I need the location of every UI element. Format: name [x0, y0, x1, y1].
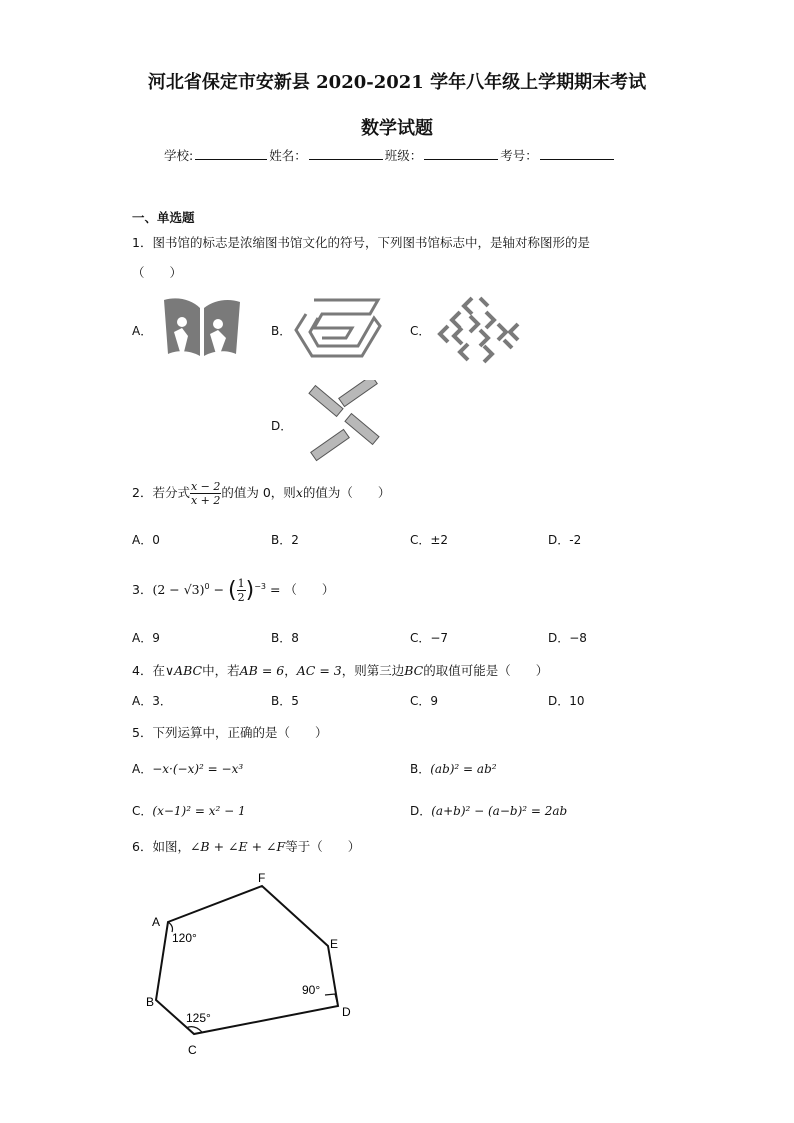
q2-option-c[interactable]: C．±2	[410, 533, 449, 547]
q4-text-c: ，则第三边	[341, 663, 405, 678]
number-blank[interactable]	[540, 147, 614, 160]
q1-option-c-logo	[434, 290, 528, 370]
vertex-e: E	[330, 937, 339, 951]
q1-option-d-label[interactable]: D．	[271, 419, 293, 433]
page-title: 河北省保定市安新县 2020-2021 学年八年级上学期期末考试	[147, 72, 647, 93]
q2-denominator: x + 2	[190, 494, 221, 507]
school-label: 学校:	[164, 148, 194, 163]
q1-option-d-logo	[298, 380, 388, 466]
question-1-text: 1．图书馆的标志是浓缩图书馆文化的符号，下列图书馆标志中，是轴对称图形的是	[132, 235, 590, 250]
q2-variable: x	[295, 485, 303, 500]
vertex-c: C	[188, 1043, 197, 1057]
page-subtitle: 数学试题	[361, 118, 433, 139]
q3-minus: −	[209, 582, 229, 597]
q5-c-label: C．	[132, 804, 153, 818]
q3-option-a[interactable]: A．9	[132, 631, 160, 645]
q5-d-expr: (a+b)² − (a−b)² = 2ab	[431, 804, 568, 818]
angle-a-label: 120°	[172, 931, 197, 945]
q1-option-b-logo	[292, 296, 384, 362]
q2-prefix: 2．若分式	[132, 485, 190, 500]
q3-option-d[interactable]: D．−8	[548, 631, 587, 645]
question-6-text	[132, 837, 360, 855]
q3-exp-b: −3	[254, 581, 266, 591]
q4-ab: AB = 6	[239, 663, 285, 678]
question-3-text	[132, 577, 334, 604]
q5-a-label: A．	[132, 762, 153, 776]
question-5-text: 5．下列运算中，正确的是（ ）	[132, 725, 328, 740]
q3-frac-den: 2	[237, 591, 245, 604]
q6-text-a: 6．如图，	[132, 839, 190, 854]
q4-option-c[interactable]: C．9	[410, 694, 439, 708]
vertex-a: A	[152, 915, 161, 929]
q5-a-expr: −x·(−x)² = −x³	[152, 762, 244, 776]
vertex-f: F	[258, 871, 266, 885]
q5-option-d[interactable]	[410, 802, 567, 819]
q2-numerator: x − 2	[190, 480, 221, 493]
angle-d-label: 90°	[302, 983, 321, 997]
name-blank[interactable]	[309, 147, 383, 160]
q4-ac: AC = 3	[296, 663, 342, 678]
question-2-text	[132, 480, 390, 507]
class-blank[interactable]	[424, 147, 498, 160]
q3-suffix: = （ ）	[266, 582, 335, 597]
q2-option-a[interactable]: A．0	[132, 533, 160, 547]
number-label: 考号：	[500, 148, 538, 163]
q5-c-expr: (x−1)² = x² − 1	[152, 804, 246, 818]
q2-option-b[interactable]: B．2	[271, 533, 299, 547]
q4-option-a[interactable]: A．3．	[132, 694, 172, 708]
q4-sep: ，	[284, 663, 297, 678]
q1-option-c-label[interactable]: C．	[410, 324, 431, 338]
q6-text-b: 等于（ ）	[285, 839, 361, 854]
q4-text-a: 4．在	[132, 663, 165, 678]
q3-fraction	[237, 577, 246, 604]
q4-triangle: ∨ABC	[164, 663, 203, 678]
q4-option-b[interactable]: B．5	[271, 694, 299, 708]
q1-option-a-label[interactable]: A．	[132, 324, 153, 338]
q2-fraction	[190, 480, 221, 507]
angle-c-label: 125°	[186, 1011, 211, 1025]
q3-frac-num: 1	[237, 577, 245, 590]
q3-exp-a: 0	[204, 581, 210, 591]
q2-suffix-b: 的值为（ ）	[302, 485, 391, 500]
q6-expr: ∠B + ∠E + ∠F	[189, 839, 286, 854]
question-4-text	[132, 661, 548, 679]
q5-b-label: B．	[410, 762, 431, 776]
q4-text-d: 的取值可能是（ ）	[423, 663, 549, 678]
hexagon-outline	[156, 886, 338, 1034]
q5-option-b[interactable]	[410, 760, 497, 777]
q4-text-b: 中，若	[202, 663, 240, 678]
q4-bc: BC	[404, 663, 424, 678]
q2-suffix-a: 的值为 0，则	[221, 485, 296, 500]
section-heading: 一、单选题	[132, 210, 195, 225]
q6-hexagon-figure	[140, 866, 370, 1066]
question-1-paren: （ ）	[132, 265, 183, 280]
q3-prefix: 3．	[132, 582, 153, 597]
vertex-d: D	[342, 1005, 351, 1019]
school-blank[interactable]	[195, 147, 267, 160]
angle-d-right-mark	[325, 994, 338, 1006]
vertex-b: B	[146, 995, 155, 1009]
q4-option-d[interactable]: D．10	[548, 694, 585, 708]
q3-option-b[interactable]: B．8	[271, 631, 299, 645]
q3-expr-a: (2 − √3)	[152, 582, 205, 597]
name-label: 姓名：	[269, 148, 307, 163]
q2-option-d[interactable]: D．-2	[548, 533, 582, 547]
q5-option-a[interactable]	[132, 760, 243, 777]
q3-lparen: (	[228, 578, 237, 603]
q5-d-label: D．	[410, 804, 432, 818]
class-label: 班级：	[384, 148, 423, 163]
q1-option-a-logo	[158, 296, 246, 362]
q3-rparen: )	[245, 578, 255, 603]
q1-option-b-label[interactable]: B．	[271, 324, 292, 338]
q5-b-expr: (ab)² = ab²	[430, 762, 497, 776]
q5-option-c[interactable]	[132, 802, 246, 819]
student-info-line	[164, 146, 616, 164]
q3-option-c[interactable]: C．−7	[410, 631, 449, 645]
